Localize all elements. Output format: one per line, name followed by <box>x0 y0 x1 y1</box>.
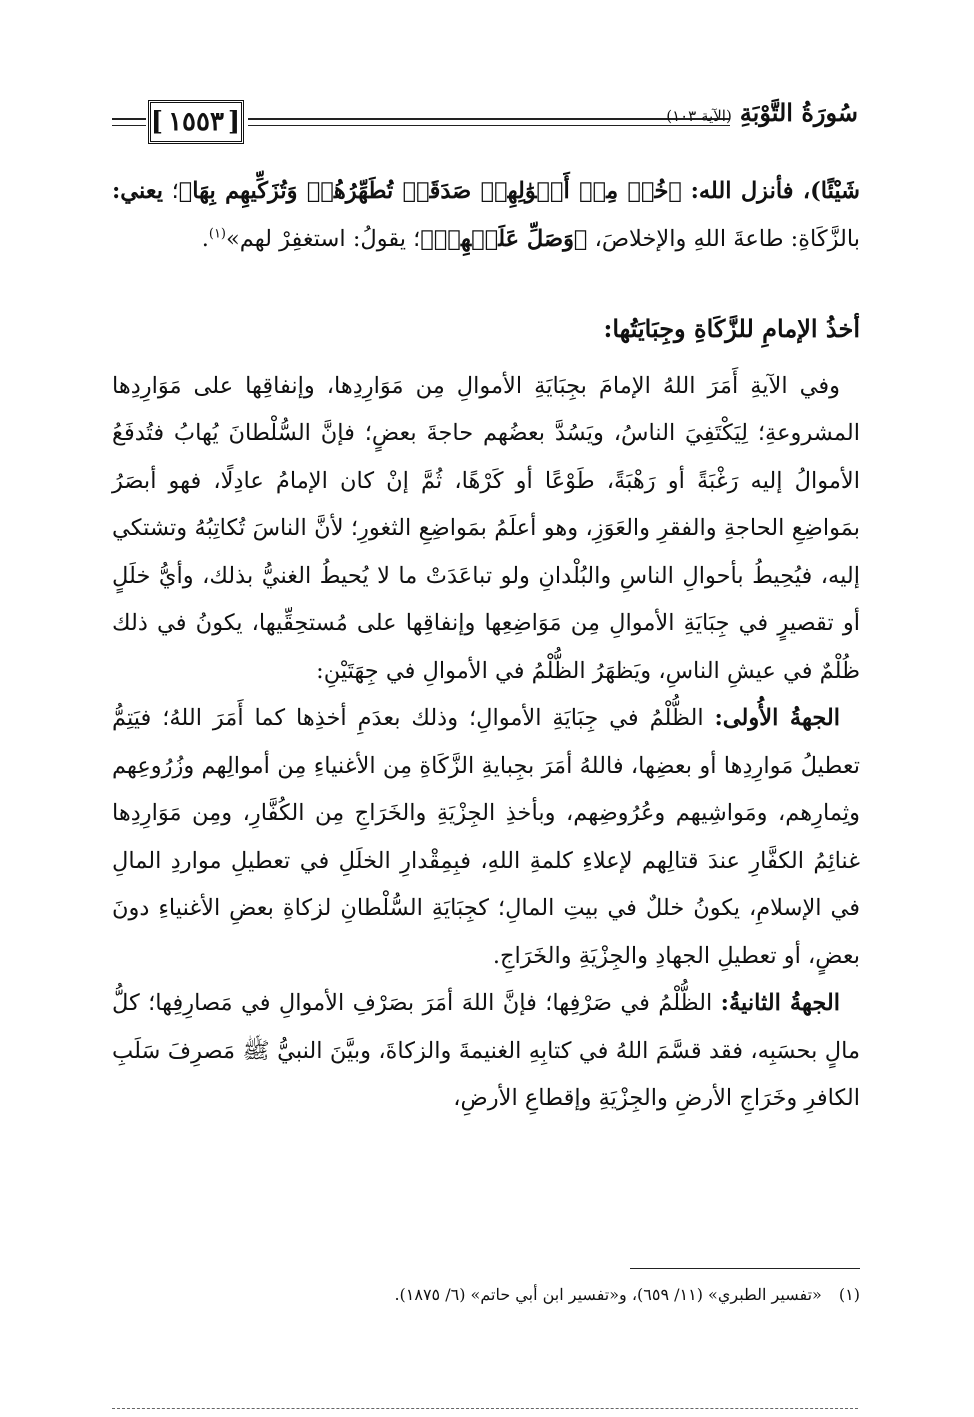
quran-quote-2: ﴿وَصَلِّ عَلَيۡهِمۡ﴾ <box>420 225 588 252</box>
header-rule-left-bottom <box>112 125 146 126</box>
running-head <box>666 98 858 127</box>
header-rule-right-top <box>248 118 730 120</box>
paragraph-2-text: الظُّلْمُ في جِبَايَةِ الأموالِ؛ وذلك بعدَمِ أخذِها كما أَمَرَ اللهُ؛ فيَتِمُّ تعطيلُ مَوارِدِها أو بعضِها، فاللهُ أمَرَ بجِبايةِ الزَّكَاةِ مِن الأغنياءِ مِن أموالِهم وزُرُوعِهم وثِمارِهم، ومَواشِيهم وعُرُوضِهم، وبأخذِ الجِزْيَةِ والخَرَاجِ مِن الكُفَّارِ، ومِن مَوَارِدِها غنائِمُ الكفَّارِ عندَ قتالِهم لإعلاءِ كلمةِ اللهِ، فبِمِقْدارِ الخلَلِ في تعطيلِ مواردِ المالِ في الإسلامِ، يكونُ خللٌ في بيتِ المالِ؛ كجِبَايَةِ السُّلْطانِ لزكاةِ بعضِ الأغنياءِ دونَ بعضٍ، أو تعطيلِ الجهادِ والجِزْيَةِ والخَرَاجِ. <box>112 705 860 969</box>
surah-title: سُورَةُ التَّوْبَةِ <box>739 98 858 127</box>
intro-line-2b: ؛ يقولُ: استغفِرْ لهم» <box>226 225 421 252</box>
section-heading: أخذُ الإمامِ للزَّكَاةِ وجِبَايَتُها: <box>603 314 860 343</box>
paragraph-1: وفي الآيةِ أَمَرَ اللهُ الإمامَ بجِبَايَةِ الأموالِ مِن مَوَارِدِها، وإنفاقِها على مَوَارِدِها المشروعةِ؛ لِيَكْتَفِيَ الناسُ، ويَسُدَّ بعضُهم حاجةَ بعضٍ؛ فإنَّ السُّلْطانَ يُهابُ فتُدفَعُ الأموالُ إليه رَغْبَةً أو رَهْبَةً، طَوْعًا أو كَرْهًا، ثُمَّ إنْ كان الإمامُ عادِلًا، فهو أبصَرُ بمَواضِعِ الحاجةِ والفقرِ والعَوَزِ، وهو أعلَمُ بمَواضِعِ الثغورِ؛ لأنَّ الناسَ تُكاتِبُهُ وتشتكي إليه، فيُحِيطُ بأحوالِ الناسِ والبُلْدانِ ولو تباعَدَتْ ما لا يُحيطُ الغنيُّ بذلك، وأيُّ خلَلٍ أو تقصيرٍ في جِبَايَةِ الأموالِ مِن مَوَاضِعِها وإنفاقِها على مُستحِقِّيها، يكونُ في ذلك ظُلْمٌ في عيشِ الناسِ، ويَظهَرُ الظُّلْمُ في الأموالِ في جِهَتَيْنِ: <box>112 372 860 684</box>
intro-yani: يعني: <box>112 178 163 204</box>
footnote-number: (١) <box>838 1285 860 1304</box>
intro-separator: ؛ <box>171 178 179 204</box>
intro-line-2: بالزَّكَاةِ: طاعةَ اللهِ والإخلاصَ، <box>594 225 860 252</box>
paragraph-2 <box>112 695 860 980</box>
intro-lead: شَيْئًا)، فأنزل الله: <box>690 178 861 204</box>
bottom-edge-line <box>112 1408 858 1409</box>
page-number: [ ١٥٥٣ ] <box>148 100 244 144</box>
paragraph-3 <box>112 980 860 1123</box>
paragraph-3-text: الظُّلْمُ في صَرْفِها؛ فإنَّ اللهَ أمَرَ بصَرْفِ الأموالِ في مَصارِفِها؛ كلُّ مالٍ بحسَبِه، فقد قسَّمَ اللهُ في كتابِهِ الغنيمةَ والزكاةَ، وبيَّنَ النبيُّ ﷺ مَصرِفَ سَلَبِ الكافرِ وخَرَاجِ الأرضِ والجِزْيَةِ وإقطاعِ الأرضِ، <box>112 990 860 1111</box>
header-rule-left-top <box>112 118 146 120</box>
paragraph-2-label: الجهةُ الأُولى: <box>714 705 840 731</box>
intro-paragraph <box>112 168 860 263</box>
page-header <box>112 92 858 148</box>
footnote <box>112 1282 860 1308</box>
footnote-text: «تفسير الطبري» (١١/ ٦٥٩)، و«تفسير ابن أبي حاتم» (٦/ ١٨٧٥). <box>394 1285 822 1304</box>
main-text <box>112 168 860 1123</box>
quran-quote-1: ﴿خُذۡ مِنۡ أَمۡوَٰلِهِمۡ صَدَقَةࣰ تُطَهِّرُهُمۡ وَتُزَكِّيهِم بِهَا﴾ <box>178 178 682 204</box>
paragraph-3-label: الجهةُ الثانيةُ: <box>720 990 840 1016</box>
footnote-reference[interactable]: (١) <box>208 226 226 241</box>
header-rule-right-bottom <box>248 125 730 126</box>
footnote-divider <box>630 1268 860 1269</box>
verse-reference: (الآية ١٠٣) <box>666 107 732 125</box>
intro-end: . <box>201 225 209 252</box>
